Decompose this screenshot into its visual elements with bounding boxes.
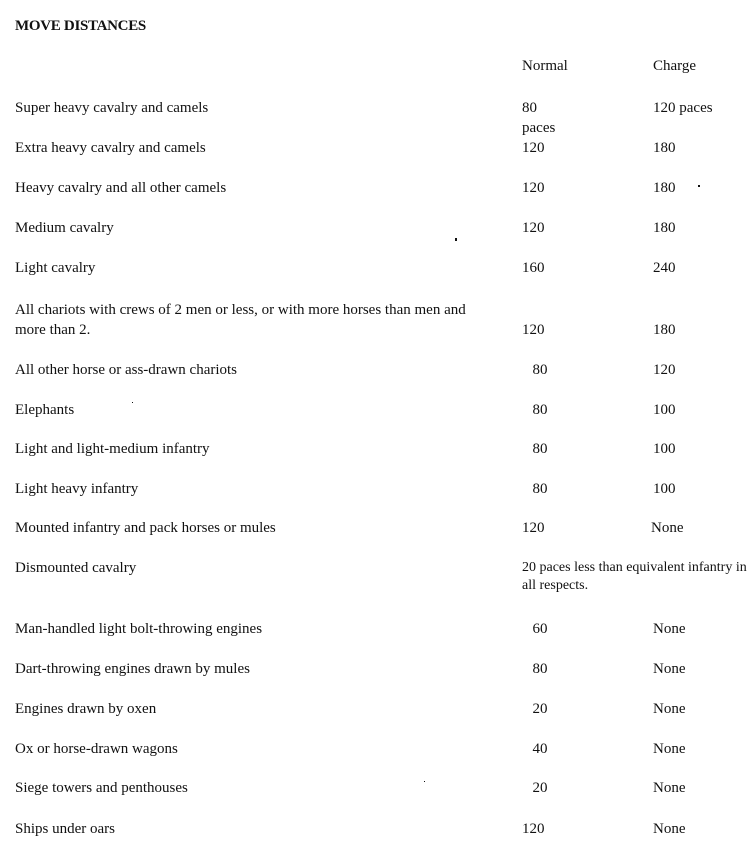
row-label: Dart-throwing engines drawn by mules <box>15 661 250 677</box>
normal-value: 40 <box>532 741 548 757</box>
row-label: Medium cavalry <box>15 220 114 236</box>
charge-value: None <box>651 520 684 536</box>
charge-value: None <box>653 661 686 677</box>
charge-value: None <box>653 701 686 717</box>
charge-value: 100 <box>653 402 676 418</box>
charge-value: 180 <box>653 140 676 156</box>
normal-value: 120 <box>522 140 545 156</box>
scan-speck <box>698 185 700 187</box>
row-label: Light and light-medium infantry <box>15 441 210 457</box>
normal-value: 120 <box>522 821 545 837</box>
row-label: All other horse or ass-drawn chariots <box>15 362 238 378</box>
row-label: Dismounted cavalry <box>15 560 137 576</box>
normal-value: 80 <box>532 402 548 418</box>
normal-value: 160 <box>522 260 545 276</box>
row-label: Ships under oars <box>15 821 115 837</box>
normal-value: 20 <box>532 780 548 796</box>
column-header-charge: Charge <box>653 58 697 74</box>
charge-value: 240 <box>653 260 676 276</box>
charge-value: 180 <box>653 322 676 338</box>
row-label: Ox or horse-drawn wagons <box>15 741 178 757</box>
normal-value: 120 <box>522 220 545 236</box>
normal-value: 80 <box>532 661 548 677</box>
normal-value: 80 paces <box>522 100 556 136</box>
dismounted-note: 20 paces less than equivalent infantry in all respects. <box>522 560 747 593</box>
scan-speck <box>132 402 133 403</box>
charge-value: 100 <box>653 441 676 457</box>
charge-value: 100 <box>653 481 676 497</box>
scan-speck <box>424 781 425 782</box>
charge-value: 120 <box>653 362 676 378</box>
normal-value: 80 <box>532 481 548 497</box>
row-label: Heavy cavalry and all other camels <box>15 180 227 196</box>
row-label: Extra heavy cavalry and camels <box>15 140 206 156</box>
row-label: Engines drawn by oxen <box>15 701 157 717</box>
normal-value: 120 <box>522 520 545 536</box>
row-label: Siege towers and penthouses <box>15 780 188 796</box>
page-title: MOVE DISTANCES <box>15 18 146 34</box>
charge-value: None <box>653 621 686 637</box>
charge-value: None <box>653 741 686 757</box>
normal-value: 80 <box>532 362 548 378</box>
charge-value: None <box>653 780 686 796</box>
charge-value: 120 paces <box>653 100 713 116</box>
normal-value: 60 <box>532 621 548 637</box>
charge-value: None <box>653 821 686 837</box>
row-label: Light heavy infantry <box>15 481 139 497</box>
row-label: Light cavalry <box>15 260 96 276</box>
charge-value: 180 <box>653 220 676 236</box>
row-label: Mounted infantry and pack horses or mules <box>15 520 276 536</box>
row-label: Man-handled light bolt-throwing engines <box>15 621 263 637</box>
normal-value: 120 <box>522 180 545 196</box>
normal-value: 20 <box>532 701 548 717</box>
normal-value: 120 <box>522 322 545 338</box>
row-label: Elephants <box>15 402 75 418</box>
row-label: All chariots with crews of 2 men or less, or with more horses than men and more than 2. <box>15 302 466 338</box>
charge-value: 180 <box>653 180 676 196</box>
column-header-normal: Normal <box>522 58 568 74</box>
normal-value: 80 <box>532 441 548 457</box>
row-label: Super heavy cavalry and camels <box>15 100 209 116</box>
scan-speck <box>455 238 457 241</box>
